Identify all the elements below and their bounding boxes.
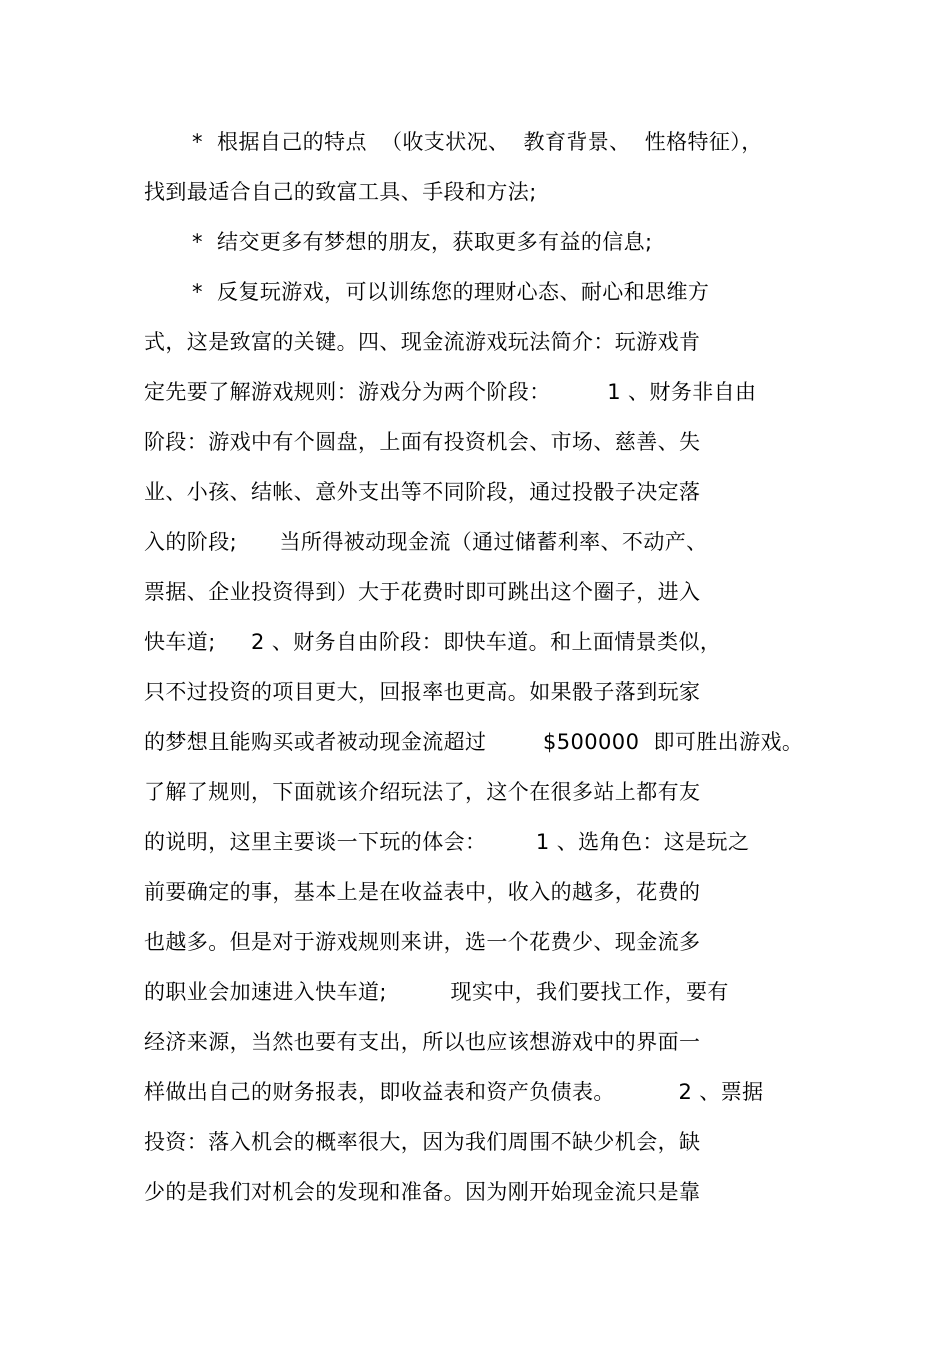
- text-line-1: * 根据自己的特点 （收支状况、 教育背景、 性格特征），: [192, 130, 763, 154]
- text-line-11: 快车道; 2 、财务自由阶段：即快车道。和上面情景类似，: [144, 630, 722, 654]
- text-line-3: * 结交更多有梦想的朋友，获取更多有益的信息;: [192, 230, 653, 254]
- text-line-8: 业、小孩、结帐、意外支出等不同阶段，通过投骰子决定落: [144, 480, 701, 504]
- text-line-9: 入的阶段; 当所得被动现金流（通过储蓄利率、不动产、: [144, 530, 708, 554]
- text-line-21: 投资：落入机会的概率很大，因为我们周围不缺少机会，缺: [144, 1130, 701, 1154]
- text-line-12: 只不过投资的项目更大，回报率也更高。如果骰子落到玩家: [144, 680, 701, 704]
- text-line-10: 票据、企业投资得到）大于花费时即可跳出这个圈子，进入: [144, 580, 701, 604]
- text-line-17: 也越多。但是对于游戏规则来讲，选一个花费少、现金流多: [144, 930, 701, 954]
- text-line-7: 阶段：游戏中有个圆盘，上面有投资机会、市场、慈善、失: [144, 430, 701, 454]
- text-line-14: 了解了规则，下面就该介绍玩法了，这个在很多站上都有友: [144, 780, 701, 804]
- text-line-16: 前要确定的事，基本上是在收益表中，收入的越多，花费的: [144, 880, 701, 904]
- text-line-2: 找到最适合自己的致富工具、手段和方法;: [144, 180, 537, 204]
- text-line-22: 少的是我们对机会的发现和准备。因为刚开始现金流只是靠: [144, 1180, 701, 1204]
- text-line-20: 样做出自己的财务报表，即收益表和资产负债表。 2 、票据: [144, 1080, 764, 1104]
- text-line-15: 的说明，这里主要谈一下玩的体会： 1 、选角色：这是玩之: [144, 830, 750, 854]
- text-line-5: 式，这是致富的关键。四、现金流游戏玩法简介：玩游戏肯: [144, 330, 701, 354]
- text-line-4: * 反复玩游戏，可以训练您的理财心态、耐心和思维方: [192, 280, 710, 304]
- text-line-6: 定先要了解游戏规则：游戏分为两个阶段： 1 、财务非自由: [144, 380, 757, 404]
- text-line-19: 经济来源，当然也要有支出，所以也应该想游戏中的界面一: [144, 1030, 701, 1054]
- text-line-13: 的梦想且能购买或者被动现金流超过 $500000 即可胜出游戏。: [144, 730, 804, 754]
- text-line-18: 的职业会加速进入快车道; 现实中，我们要找工作，要有: [144, 980, 729, 1004]
